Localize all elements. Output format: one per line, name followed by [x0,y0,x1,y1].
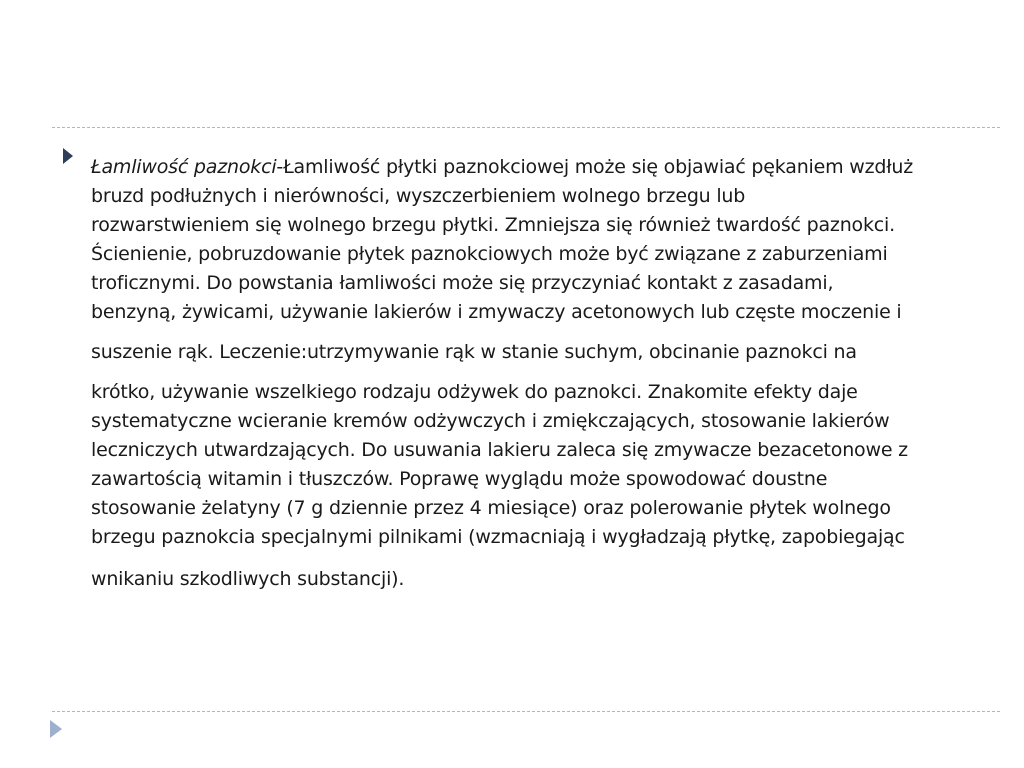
text-line-2: bruzd podłużnych i nierówności, wyszczerbieniem wolnego brzegu lub [91,185,746,207]
text-line-7: suszenie rąk. Leczenie:utrzymywanie rąk w stanie suchym, obcinanie paznokci na [91,341,857,363]
text-line-14: wnikaniu szkodliwych substancji). [91,568,405,590]
triangle-bullet-icon [63,148,73,164]
text-line-11: zawartością witamin i tłuszczów. Poprawę wyglądu może spowodować doustne [91,468,828,490]
text-line-5: troficznymi. Do powstania łamliwości może się przyczyniać kontakt z zasadami, [91,272,834,294]
text-line-13: brzegu paznokcia specjalnymi pilnikami (wzmacniają i wygładzają płytkę, zapobiegając [91,526,905,548]
text-line-10: leczniczych utwardzających. Do usuwania lakieru zaleca się zmywacze bezacetonowe z [91,439,908,461]
text-line-12: stosowanie żelatyny (7 g dziennie przez 4 miesiące) oraz polerowanie płytek wolnego [91,497,891,519]
term-heading: Łamliwość paznokci [91,156,277,178]
text-line-9: systematyczne wcieranie kremów odżywczych i zmiękczających, stosowanie lakierów [91,410,890,432]
text-line-1 [91,153,971,182]
corner-arrow-icon [50,720,62,738]
text-line-8: krótko, używanie wszelkiego rodzaju odżywek do paznokci. Znakomite efekty daje [91,381,858,403]
text-line-6: benzyną, żywicami, używanie lakierów i zmywaczy acetonowych lub częste moczenie i [91,301,902,323]
slide-body-text [91,153,971,594]
text-line-4: Ścienienie, pobruzdowanie płytek paznokciowych może być związane z zaburzeniami [91,243,888,265]
text-line-1-content: -Łamliwość płytki paznokciowej może się objawiać pękaniem wzdłuż [276,156,914,178]
bottom-divider [52,711,1000,712]
text-line-3: rozwarstwieniem się wolnego brzegu płytki. Zmniejsza się również twardość paznokci. [91,214,895,236]
top-divider [52,127,1000,128]
